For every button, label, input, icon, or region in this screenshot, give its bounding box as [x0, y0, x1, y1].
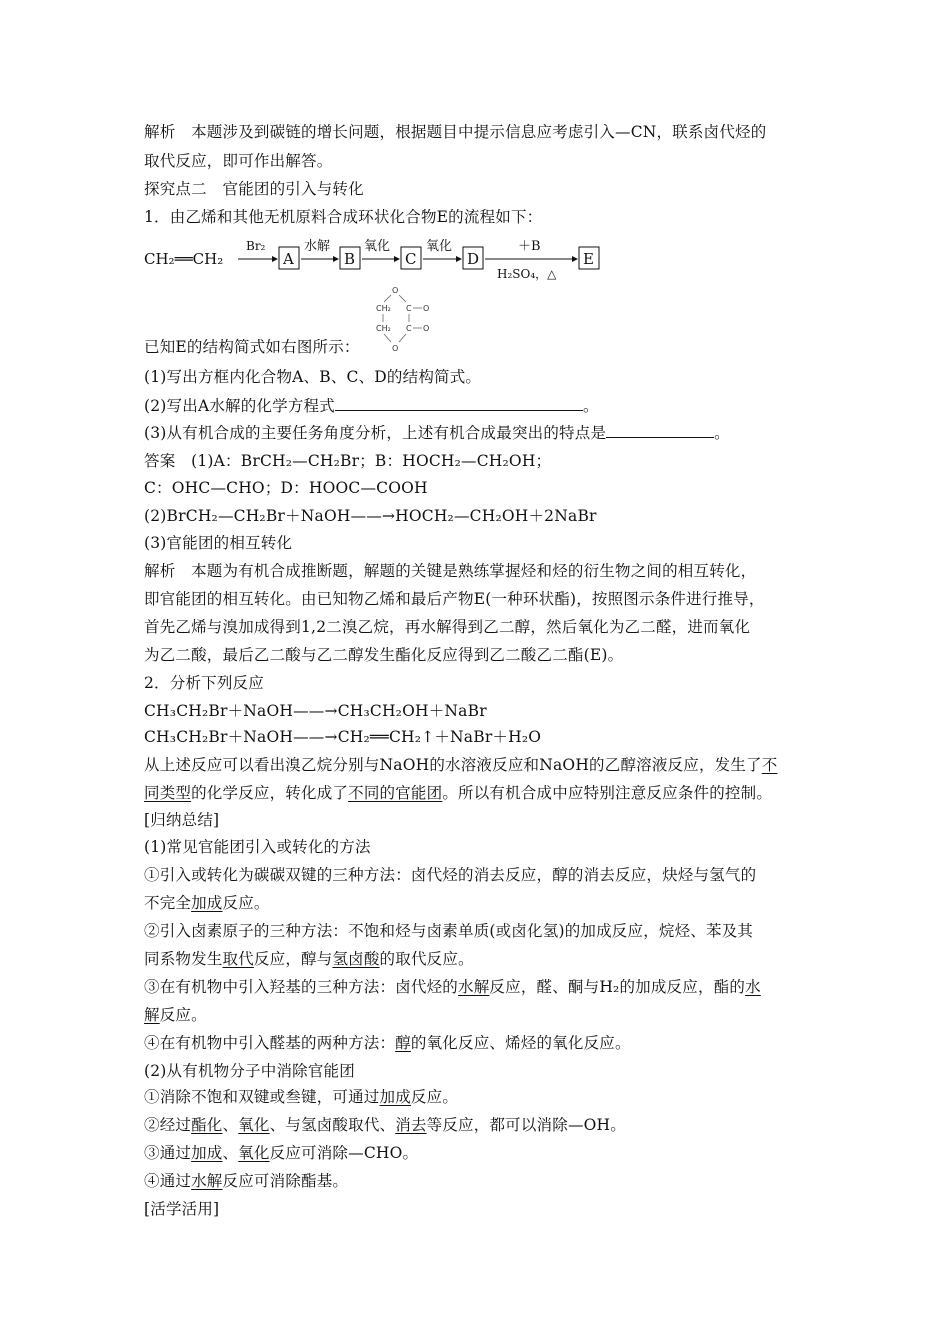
arrow-label: ＋B — [518, 239, 541, 254]
box-label: A — [283, 250, 294, 268]
text: ③通过 — [144, 1144, 192, 1162]
underlined-term: 水解 — [458, 978, 490, 996]
text: 反应。 — [410, 1088, 459, 1106]
known-structure-text: 已知E的结构简式如右图所示： — [144, 338, 360, 356]
subquestion-text: (3)从有机合成的主要任务角度分析，上述有机合成最突出的特点是 — [144, 424, 607, 442]
text: ①消除不饱和双键或叁键，可通过 — [144, 1088, 380, 1106]
arrow-condition: H₂SO₄，△ — [497, 267, 557, 281]
summary-item — [144, 1143, 418, 1163]
summary-item — [144, 1005, 207, 1025]
text: ③在有机物中引入羟基的三种方法：卤代烃的 — [144, 978, 459, 996]
text: 从上述反应可以看出溴乙烷分别与NaOH的水溶液反应和NaOH的乙醇溶液反应，发生了 — [144, 756, 762, 774]
subquestion-2 — [144, 396, 599, 416]
text: 。所以有机合成中应特别注意反应条件的控制。 — [442, 784, 773, 802]
underlined-term: 氢卤酸 — [332, 950, 380, 968]
analysis-line: 取代反应，即可作出解答。 — [144, 152, 333, 170]
summary-item — [144, 1033, 631, 1053]
start-compound: CH₂══CH₂ — [144, 250, 224, 268]
text: 的取代反应。 — [379, 950, 474, 968]
reaction-equation: CH₃CH₂Br＋NaOH——→CH₂══CH₂↑＋NaBr＋H₂O — [144, 728, 542, 746]
atom-label: C — [406, 304, 412, 313]
summary-item: ②引入卤素原子的三种方法：不饱和烃与卤素单质(或卤化氢)的加成反应，烷烃、苯及其 — [144, 922, 754, 940]
underlined-term: 加成 — [379, 1088, 411, 1106]
answer-line: 答案 (1)A：BrCH₂—CH₂Br；B：HOCH₂—CH₂OH； — [144, 452, 552, 470]
answer-line: C：OHC—CHO；D：HOOC—COOH — [144, 479, 428, 497]
arrow-label: Br₂ — [246, 239, 266, 253]
atom-label: O — [392, 286, 399, 295]
answer-line: (2)BrCH₂—CH₂Br＋NaOH——→HOCH₂—CH₂OH＋2NaBr — [144, 507, 597, 525]
text: ④在有机物中引入醛基的两种方法： — [144, 1034, 396, 1052]
text: 反应可消除—CHO。 — [269, 1144, 419, 1162]
underlined-term: 消去 — [395, 1116, 427, 1134]
arrow-label: 水解 — [304, 239, 331, 254]
box-label: C — [405, 250, 417, 268]
subquestion-1: (1)写出方框内化合物A、B、C、D的结构简式。 — [144, 368, 482, 386]
summary-item: ①引入或转化为碳碳双键的三种方法：卤代烃的消去反应，醇的消去反应，炔烃与氢气的 — [144, 866, 757, 884]
underlined-term: 加成 — [191, 1144, 223, 1162]
text: 反应，醇与 — [253, 950, 333, 968]
analysis-line: 解析 本题为有机合成推断题，解题的关键是熟练掌握烃和烃的衍生物之间的相互转化， — [144, 562, 757, 580]
summary-item — [144, 1087, 458, 1107]
subquestion-3 — [144, 423, 730, 443]
box-label: B — [344, 250, 356, 268]
underlined-term: 同类型 — [144, 784, 192, 802]
arrow-label: 氧化 — [364, 239, 391, 254]
practice-header: [活学活用] — [144, 1200, 220, 1218]
summary-item — [144, 893, 270, 913]
underlined-term: 不同的官能团 — [348, 784, 443, 802]
underlined-term: 醇 — [395, 1034, 411, 1052]
underlined-term: 取代 — [222, 950, 254, 968]
text: 、 — [222, 1144, 239, 1162]
question-1: 1．由乙烯和其他无机原料合成环状化合物E的流程如下： — [144, 208, 543, 226]
text: 、 — [222, 1116, 239, 1134]
underlined-term: 不 — [761, 756, 778, 774]
summary-item — [144, 949, 474, 969]
atom-label: C — [406, 324, 412, 333]
paragraph-line — [144, 783, 772, 803]
answer-line: (3)官能团的相互转化 — [144, 534, 293, 552]
text: 、与氢卤酸取代、 — [269, 1116, 396, 1134]
summary-section: (2)从有机物分子中消除官能团 — [144, 1062, 355, 1080]
summary-section: (1)常见官能团引入或转化的方法 — [144, 838, 371, 856]
text: 等反应，都可以消除—OH。 — [426, 1116, 626, 1134]
question-2: 2．分析下列反应 — [144, 674, 264, 692]
atom-label: CH₂ — [376, 324, 391, 333]
text: 反应。 — [222, 894, 270, 912]
section-heading: 探究点二 官能团的引入与转化 — [144, 180, 364, 198]
text: ②经过 — [144, 1116, 192, 1134]
analysis-line: 即官能团的相互转化。由已知物乙烯和最后产物E(一种环状酯)，按照图示条件进行推导， — [144, 590, 765, 608]
atom-label: O — [423, 324, 430, 333]
underlined-term: 解 — [144, 1006, 160, 1024]
text: 反应，醛、酮与H₂的加成反应，酯的 — [489, 978, 746, 996]
synthesis-flow-diagram — [142, 234, 612, 284]
arrow-label: 氧化 — [426, 239, 453, 254]
box-label: E — [583, 250, 594, 268]
underlined-term: 酯化 — [191, 1116, 223, 1134]
period: 。 — [714, 424, 730, 442]
underlined-term: 加成 — [191, 894, 223, 912]
atom-label: CH₂ — [376, 304, 391, 313]
ester-structure-diagram — [372, 284, 438, 356]
text: 的化学反应，转化成了 — [191, 784, 349, 802]
underlined-term: 水解 — [191, 1172, 223, 1190]
period: 。 — [582, 397, 599, 415]
summary-item — [144, 1171, 348, 1191]
answer-blank — [335, 396, 583, 411]
answer-blank — [606, 423, 714, 438]
summary-item — [144, 1115, 626, 1135]
text: ④通过 — [144, 1172, 192, 1190]
box-label: D — [467, 250, 480, 268]
text: 反应可消除酯基。 — [222, 1172, 349, 1190]
analysis-line: 为乙二酸，最后乙二酸与乙二醇发生酯化反应得到乙二酸乙二酯(E)。 — [144, 646, 624, 664]
text: 的氧化反应、烯烃的氧化反应。 — [410, 1034, 631, 1052]
underlined-term: 氧化 — [238, 1144, 270, 1162]
underlined-term: 氧化 — [238, 1116, 270, 1134]
atom-label: O — [423, 304, 430, 313]
underlined-term: 水 — [745, 978, 761, 996]
summary-header: [归纳总结] — [144, 811, 220, 829]
summary-item — [144, 977, 761, 997]
analysis-line: 首先乙烯与溴加成得到1,2二溴乙烷，再水解得到乙二醇，然后氧化为乙二醛，进而氧化 — [144, 618, 751, 636]
paragraph-line — [144, 755, 777, 775]
subquestion-text: (2)写出A水解的化学方程式 — [144, 397, 335, 415]
analysis-line: 解析 本题涉及到碳链的增长问题，根据题目中提示信息应考虑引入—CN，联系卤代烃的 — [144, 123, 767, 141]
atom-label: O — [392, 344, 399, 353]
text: 不完全 — [144, 894, 192, 912]
reaction-equation: CH₃CH₂Br＋NaOH——→CH₃CH₂OH＋NaBr — [144, 702, 487, 720]
text: 同系物发生 — [144, 950, 223, 968]
text: 反应。 — [159, 1006, 207, 1024]
